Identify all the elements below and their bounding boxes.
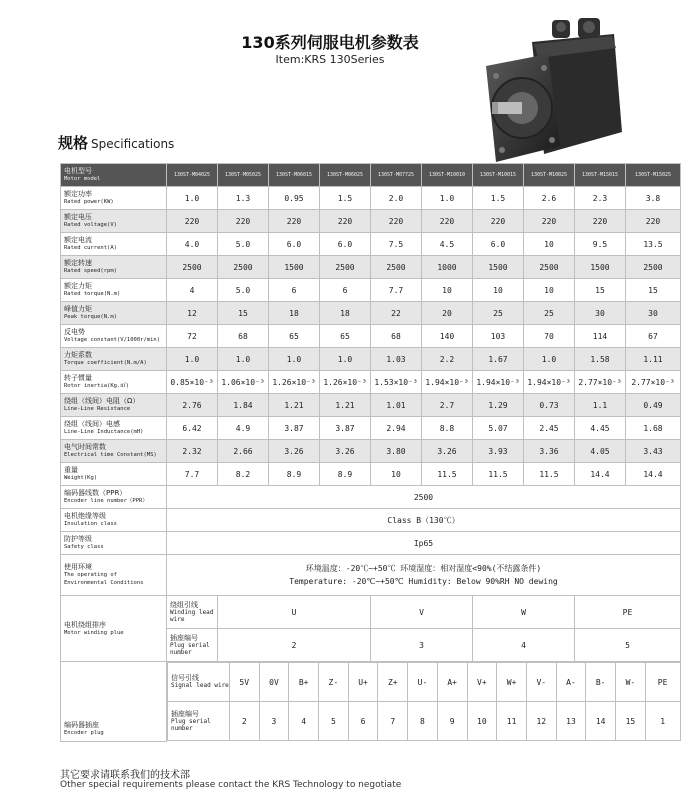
winding-lead-label (167, 596, 218, 629)
spec-row (61, 210, 681, 233)
spec-label-cn: 额定转速 (64, 259, 92, 267)
spec-label (61, 371, 167, 394)
spec-value: 2500 (218, 256, 269, 279)
spec-value: 72 (167, 325, 218, 348)
insulation-class-row (61, 509, 681, 532)
spec-value: 103 (473, 325, 524, 348)
spec-value: 3.93 (473, 440, 524, 463)
spec-value: 3.43 (626, 440, 681, 463)
spec-value: 11.5 (524, 463, 575, 486)
spec-value: 14.4 (575, 463, 626, 486)
spec-label (61, 233, 167, 256)
spec-value: 30 (626, 302, 681, 325)
spec-label-cn: 反电势 (64, 328, 85, 336)
encoder-signal-cell: A+ (437, 663, 467, 702)
safety-class-row (61, 532, 681, 555)
encoder-plug-cell: 7 (378, 702, 408, 741)
encoder-signal-cell: Z- (319, 663, 349, 702)
page-subtitle: Item:KRS 130Series (275, 53, 385, 66)
spec-label-cn: 额定电压 (64, 213, 92, 221)
spec-label-en: Electrical time Constant(MS) (64, 452, 157, 458)
encoder-plug-cell: 1 (645, 702, 680, 741)
model-cell: 130ST-M05025 (218, 164, 269, 187)
winding-lead-row (61, 596, 681, 629)
spec-value: 1.1 (575, 394, 626, 417)
safety-class-value: Ip65 (167, 532, 681, 555)
model-cell: 130ST-M15025 (626, 164, 681, 187)
spec-value: 65 (320, 325, 371, 348)
spec-row (61, 256, 681, 279)
spec-value: 2.32 (167, 440, 218, 463)
spec-label-cn: 绕组（线间）电阻（Ω） (64, 397, 140, 405)
spec-value: 220 (575, 210, 626, 233)
spec-value: 9.5 (575, 233, 626, 256)
winding-label-cn: 电机绕组排序 (64, 620, 106, 629)
encoder-plug-cell: 3 (259, 702, 289, 741)
spec-value: 18 (320, 302, 371, 325)
spec-value: 2500 (320, 256, 371, 279)
encoder-plug-cell: 6 (348, 702, 378, 741)
spec-value: 3.8 (626, 187, 681, 210)
spec-value: 220 (524, 210, 575, 233)
spec-value: 1.29 (473, 394, 524, 417)
spec-value: 1.0 (422, 187, 473, 210)
spec-row (61, 394, 681, 417)
encoder-plug-cell: 10 (467, 702, 497, 741)
spec-value: 4.05 (575, 440, 626, 463)
spec-value: 1.21 (320, 394, 371, 417)
environment-label-en1: The operating of (64, 572, 117, 578)
spec-row (61, 440, 681, 463)
spec-value: 8.8 (422, 417, 473, 440)
spec-value: 4.5 (422, 233, 473, 256)
spec-value: 1.58 (575, 348, 626, 371)
spec-value: 1.3 (218, 187, 269, 210)
footer-note-en: Other special requirements please contact the KRS Technology to negotiate (60, 780, 402, 790)
safety-class-label-en: Safety class (64, 544, 104, 550)
spec-value: 1.21 (269, 394, 320, 417)
spec-value: 1.84 (218, 394, 269, 417)
spec-value: 8.9 (320, 463, 371, 486)
winding-lead: V (371, 596, 473, 629)
spec-value: 1500 (269, 256, 320, 279)
winding-lead: PE (575, 596, 681, 629)
spec-value: 22 (371, 302, 422, 325)
spec-value: 0.49 (626, 394, 681, 417)
environment-label-en2: Environmental Conditions (64, 580, 144, 586)
model-label-en: Motor model (64, 176, 101, 182)
specifications-heading (58, 132, 174, 153)
spec-value: 2.2 (422, 348, 473, 371)
spec-value: 2500 (524, 256, 575, 279)
encoder-plug-label (61, 662, 167, 742)
encoder-plug-cell: 11 (497, 702, 527, 741)
spec-row (61, 233, 681, 256)
spec-value: 67 (626, 325, 681, 348)
insulation-class-label-cn: 电机绝缘等级 (64, 512, 106, 520)
winding-plug: 3 (371, 629, 473, 662)
spec-value: 4.0 (167, 233, 218, 256)
spec-value: 220 (422, 210, 473, 233)
spec-value: 6.0 (320, 233, 371, 256)
insulation-class-label-en: Insulation class (64, 521, 117, 527)
model-label (61, 164, 167, 187)
spec-value: 1.53×10⁻³ (371, 371, 422, 394)
spec-value: 1.94×10⁻³ (473, 371, 524, 394)
spec-value: 1.0 (167, 348, 218, 371)
spec-label (61, 210, 167, 233)
spec-value: 1.5 (473, 187, 524, 210)
environment-label-cn: 使用环境 (64, 563, 92, 571)
spec-label-cn: 重量 (64, 466, 78, 474)
spec-value: 14.4 (626, 463, 681, 486)
spec-value: 6 (269, 279, 320, 302)
winding-lead: U (218, 596, 371, 629)
spec-value: 2.77×10⁻³ (575, 371, 626, 394)
encoder-signal-label-en: Signal lead wire (171, 682, 229, 689)
spec-value: 18 (269, 302, 320, 325)
encoder-plug-label-cn: 插座编号 (171, 709, 199, 718)
encoder-plug-label-en: Plug serial number (171, 717, 211, 732)
spec-value: 1.67 (473, 348, 524, 371)
spec-value: 70 (524, 325, 575, 348)
spec-value: 4 (167, 279, 218, 302)
spec-label-en: Weight(Kg) (64, 475, 98, 481)
encoder-plug-cell: 5 (319, 702, 349, 741)
spec-value: 15 (626, 279, 681, 302)
spec-value: 2.76 (167, 394, 218, 417)
model-cell: 130ST-M07725 (371, 164, 422, 187)
spec-value: 220 (626, 210, 681, 233)
encoder-plug-label-en: Encoder plug (64, 729, 104, 736)
spec-value: 6.0 (473, 233, 524, 256)
footer-note-cn: 其它要求请联系我们的技术部 (60, 770, 190, 781)
spec-value: 1.94×10⁻³ (524, 371, 575, 394)
encoder-lines-label-cn: 编码器线数（PPR） (64, 489, 127, 497)
winding-plug-label (167, 629, 218, 662)
spec-value: 1.11 (626, 348, 681, 371)
encoder-signal-cell: Z+ (378, 663, 408, 702)
encoder-plug-row (168, 702, 681, 741)
spec-value: 1500 (575, 256, 626, 279)
spec-label-cn: 额定功率 (64, 190, 92, 198)
encoder-signal-cell: 5V (229, 663, 259, 702)
spec-row (61, 325, 681, 348)
spec-value: 3.87 (320, 417, 371, 440)
spec-value: 1.03 (371, 348, 422, 371)
spec-value: 2.45 (524, 417, 575, 440)
encoder-plug-row (61, 662, 681, 742)
spec-heading-cn: 规格 (58, 134, 89, 152)
winding-plug-label-en: Plug serial number (170, 641, 210, 656)
model-cell: 130ST-M15015 (575, 164, 626, 187)
spec-value: 4.9 (218, 417, 269, 440)
encoder-plug-table (167, 662, 681, 741)
spec-value: 0.85×10⁻³ (167, 371, 218, 394)
winding-label-en: Motor winding plue (64, 629, 124, 636)
spec-label-en: Line-Line Inductance(mH) (64, 429, 144, 435)
spec-label-cn: 峰值力矩 (64, 305, 92, 313)
winding-plug-label-cn: 插座编号 (170, 633, 198, 642)
spec-value: 1.06×10⁻³ (218, 371, 269, 394)
model-cell: 130ST-M10015 (473, 164, 524, 187)
spec-value: 2500 (371, 256, 422, 279)
spec-label-en: Voltage constant(V/1000r/min) (64, 337, 161, 343)
environment-label (61, 555, 167, 596)
spec-label (61, 417, 167, 440)
encoder-plug-cell: 8 (408, 702, 438, 741)
spec-row (61, 302, 681, 325)
spec-label (61, 256, 167, 279)
spec-label-en: Rotor inertia(Kg.㎡) (64, 383, 130, 389)
spec-value: 10 (422, 279, 473, 302)
encoder-signal-cell: 0V (259, 663, 289, 702)
encoder-plug-cell: 4 (289, 702, 319, 741)
spec-value: 1.01 (371, 394, 422, 417)
encoder-signal-label (168, 663, 230, 702)
encoder-plug-grid (167, 662, 681, 742)
safety-class-label (61, 532, 167, 555)
encoder-signal-label-cn: 信号引线 (171, 674, 199, 682)
spec-value: 10 (524, 279, 575, 302)
spec-value: 5.07 (473, 417, 524, 440)
spec-label-en: Rated voltage(V) (64, 222, 117, 228)
encoder-signal-cell: B+ (289, 663, 319, 702)
spec-value: 68 (218, 325, 269, 348)
winding-lead-label-en: Winding lead wire (170, 608, 214, 623)
spec-value: 6.0 (269, 233, 320, 256)
encoder-plug-cell: 9 (437, 702, 467, 741)
environment-value (167, 555, 681, 596)
spec-value: 220 (473, 210, 524, 233)
spec-label-cn: 额定电流 (64, 236, 92, 244)
spec-value: 0.73 (524, 394, 575, 417)
spec-value: 15 (575, 279, 626, 302)
spec-value: 8.2 (218, 463, 269, 486)
spec-value: 1.94×10⁻³ (422, 371, 473, 394)
environment-line-cn: 环境温度：-20℃~+50℃ 环境湿度：相对湿度<90%(不结露条件) (305, 564, 542, 573)
spec-value: 3.36 (524, 440, 575, 463)
spec-value: 10 (371, 463, 422, 486)
spec-value: 25 (473, 302, 524, 325)
spec-value: 220 (269, 210, 320, 233)
spec-value: 1.0 (218, 348, 269, 371)
spec-value: 1.68 (626, 417, 681, 440)
environment-line-en: Temperature: -20℃~+50℃ Humidity: Below 90%RH NO dewing (289, 577, 558, 586)
spec-value: 11.5 (422, 463, 473, 486)
spec-value: 3.26 (422, 440, 473, 463)
spec-value: 220 (320, 210, 371, 233)
spec-row (61, 417, 681, 440)
encoder-signal-cell: W- (616, 663, 646, 702)
spec-label-en: Rated current(A) (64, 245, 117, 251)
spec-value: 8.9 (269, 463, 320, 486)
spec-label-en: Peak torque(N.m) (64, 314, 117, 320)
encoder-plug-label (168, 702, 230, 741)
encoder-lines-label-en: Encoder line number（PPR） (64, 498, 148, 504)
spec-value: 1.26×10⁻³ (320, 371, 371, 394)
spec-value: 220 (167, 210, 218, 233)
model-cell: 130ST-M06015 (269, 164, 320, 187)
spec-value: 1.0 (269, 348, 320, 371)
winding-label (61, 596, 167, 662)
spec-value: 25 (524, 302, 575, 325)
spec-label-en: Torque coefficient(N.m/A) (64, 360, 147, 366)
spec-table (60, 163, 681, 742)
encoder-lines-row (61, 486, 681, 509)
page-title: 130系列伺服电机参数表 (241, 33, 419, 52)
spec-value: 1.0 (320, 348, 371, 371)
spec-label (61, 440, 167, 463)
spec-value: 13.5 (626, 233, 681, 256)
spec-value: 3.26 (269, 440, 320, 463)
spec-value: 4.45 (575, 417, 626, 440)
spec-label (61, 394, 167, 417)
model-cell: 130ST-M10025 (524, 164, 575, 187)
spec-value: 140 (422, 325, 473, 348)
safety-class-label-cn: 防护等级 (64, 535, 92, 543)
spec-value: 30 (575, 302, 626, 325)
spec-row (61, 187, 681, 210)
spec-value: 20 (422, 302, 473, 325)
spec-label (61, 325, 167, 348)
encoder-signal-cell: W+ (497, 663, 527, 702)
spec-value: 5.0 (218, 233, 269, 256)
spec-row (61, 279, 681, 302)
spec-value: 3.26 (320, 440, 371, 463)
encoder-plug-cell: 12 (526, 702, 556, 741)
spec-value: 10 (524, 233, 575, 256)
spec-value: 11.5 (473, 463, 524, 486)
spec-label-cn: 绕组（线间）电感 (64, 420, 120, 428)
spec-value: 6 (320, 279, 371, 302)
spec-value: 7.5 (371, 233, 422, 256)
encoder-plug-cell: 15 (616, 702, 646, 741)
spec-label-en: Rated power(KW) (64, 199, 114, 205)
spec-value: 3.80 (371, 440, 422, 463)
spec-value: 0.95 (269, 187, 320, 210)
spec-value: 2.66 (218, 440, 269, 463)
encoder-plug-cell: 14 (586, 702, 616, 741)
spec-value: 2.77×10⁻³ (626, 371, 681, 394)
spec-value: 5.0 (218, 279, 269, 302)
spec-label (61, 302, 167, 325)
encoder-plug-cell: 2 (229, 702, 259, 741)
spec-value: 1.0 (524, 348, 575, 371)
spec-label-cn: 电气时间常数 (64, 443, 106, 451)
encoder-signal-cell: A- (556, 663, 586, 702)
spec-heading-en: Specifications (91, 137, 175, 151)
spec-value: 220 (371, 210, 422, 233)
spec-value: 65 (269, 325, 320, 348)
winding-plug: 5 (575, 629, 681, 662)
spec-row (61, 348, 681, 371)
spec-value: 2500 (626, 256, 681, 279)
spec-label-en: Rated speed(rpm) (64, 268, 117, 274)
winding-plug: 2 (218, 629, 371, 662)
encoder-signal-cell: B- (586, 663, 616, 702)
encoder-signal-cell: U- (408, 663, 438, 702)
spec-value: 15 (218, 302, 269, 325)
spec-value: 2.94 (371, 417, 422, 440)
spec-value: 2500 (167, 256, 218, 279)
spec-value: 12 (167, 302, 218, 325)
servo-motor-image (482, 14, 630, 164)
model-cell: 130ST-M04025 (167, 164, 218, 187)
spec-value: 1500 (473, 256, 524, 279)
spec-label (61, 348, 167, 371)
insulation-class-value: Class B（130℃） (167, 509, 681, 532)
spec-value: 1.26×10⁻³ (269, 371, 320, 394)
encoder-signal-cell: V+ (467, 663, 497, 702)
spec-label-cn: 额定力矩 (64, 282, 92, 290)
spec-label (61, 187, 167, 210)
spec-value: 7.7 (371, 279, 422, 302)
encoder-lines-value: 2500 (167, 486, 681, 509)
encoder-signal-cell: PE (645, 663, 680, 702)
model-label-cn: 电机型号 (64, 167, 92, 175)
spec-value: 3.87 (269, 417, 320, 440)
spec-value: 2.7 (422, 394, 473, 417)
model-cell: 130ST-M06025 (320, 164, 371, 187)
spec-value: 114 (575, 325, 626, 348)
spec-label-cn: 转子惯量 (64, 374, 92, 382)
spec-value: 68 (371, 325, 422, 348)
insulation-class-label (61, 509, 167, 532)
spec-value: 6.42 (167, 417, 218, 440)
winding-lead-label-cn: 绕组引线 (170, 600, 198, 609)
encoder-plug-cell: 13 (556, 702, 586, 741)
spec-value: 2.3 (575, 187, 626, 210)
encoder-signal-cell: V- (526, 663, 556, 702)
spec-value: 7.7 (167, 463, 218, 486)
spec-label-en: Line-Line Resistance (64, 406, 131, 412)
spec-label (61, 463, 167, 486)
spec-label (61, 279, 167, 302)
encoder-lines-label (61, 486, 167, 509)
encoder-signal-row (168, 663, 681, 702)
spec-value: 1000 (422, 256, 473, 279)
spec-label-en: Rated torque(N.m) (64, 291, 121, 297)
spec-value: 1.5 (320, 187, 371, 210)
spec-value: 10 (473, 279, 524, 302)
encoder-plug-label-cn: 编码器插座 (64, 720, 99, 729)
spec-value: 2.6 (524, 187, 575, 210)
spec-value: 1.0 (167, 187, 218, 210)
winding-lead: W (473, 596, 575, 629)
spec-row (61, 463, 681, 486)
winding-plug: 4 (473, 629, 575, 662)
environment-row (61, 555, 681, 596)
model-row (61, 164, 681, 187)
spec-value: 2.0 (371, 187, 422, 210)
spec-value: 220 (218, 210, 269, 233)
spec-row (61, 371, 681, 394)
spec-label-cn: 力矩系数 (64, 351, 92, 359)
model-cell: 130ST-M10010 (422, 164, 473, 187)
encoder-signal-cell: U+ (348, 663, 378, 702)
